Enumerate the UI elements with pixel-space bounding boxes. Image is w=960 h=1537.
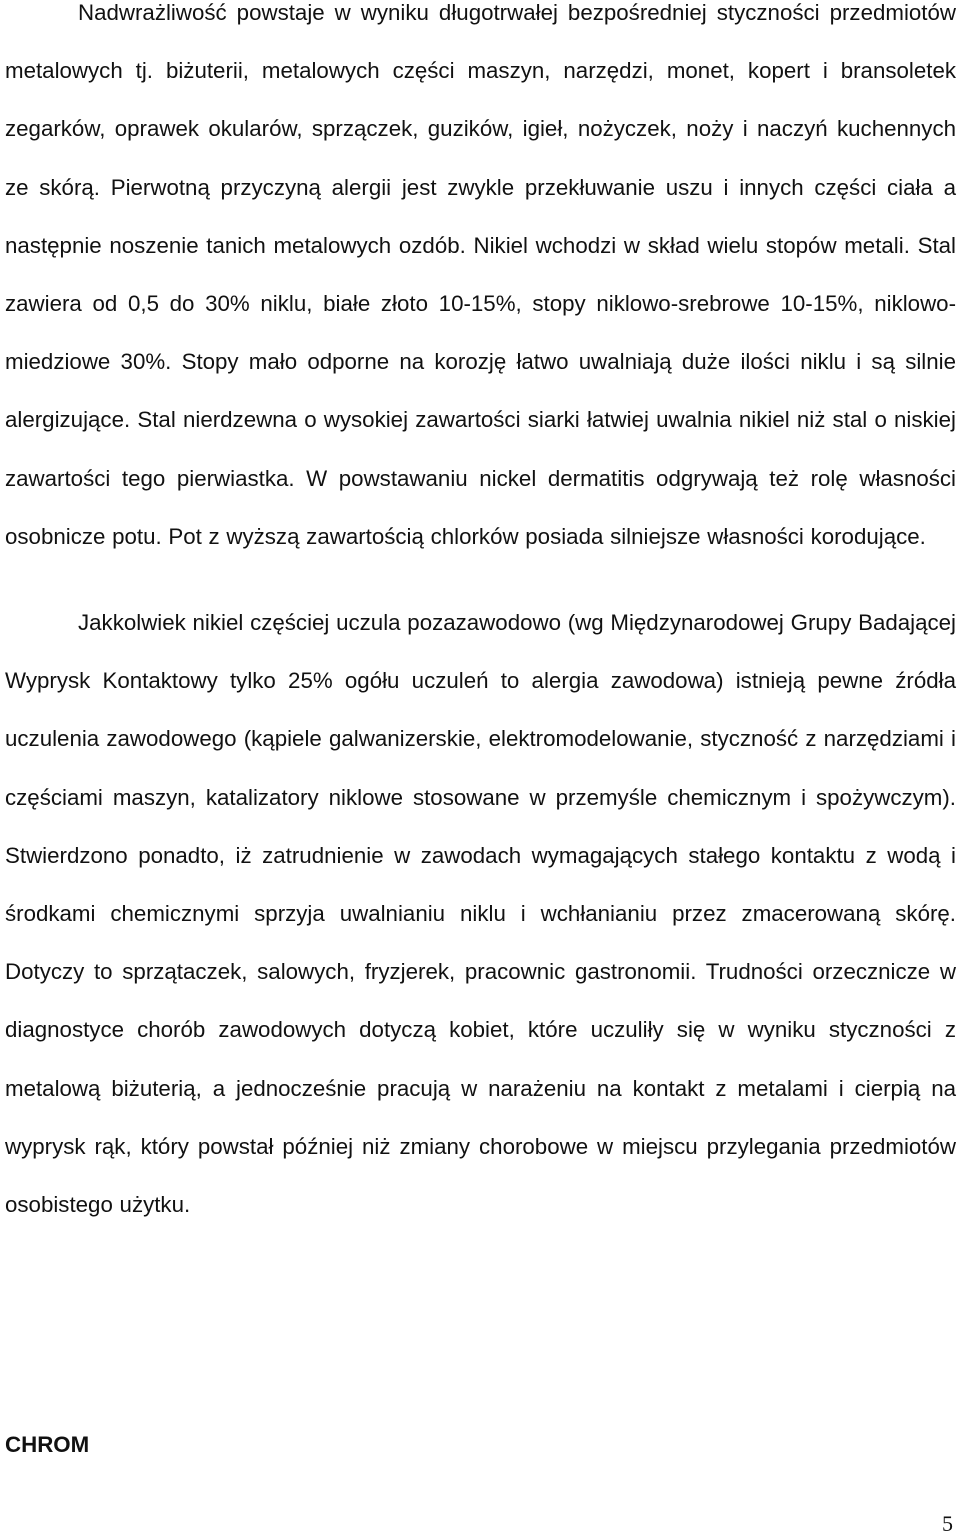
paragraph-occupational-sources: Jakkolwiek nikiel częściej uczula pozazawodowo (wg Międzynarodowej Grupy Badającej Wyprysk Kontaktowy tylko 25% ogółu uczuleń to alergia zawodowa) istnieją pewne źródła uczulenia zawodowego (kąpiele galwanizerskie, elektromodelowanie, styczność z narzędziami i częściami maszyn, katalizatory niklowe stosowane w przemyśle chemicznym i spożywczym). Stwierdzono ponadto, iż zatrudnienie w zawodach wymagających stałego kontaktu z wodą i środkami chemicznymi sprzyja uwalnianiu niklu i wchłanianiu przez zmacerowaną skórę. Dotyczy to sprzątaczek, salowych, fryzjerek, pracownic gastronomii. Trudności orzecznicze w diagnostyce chorób zawodowych dotyczą kobiet, które uczuliły się w wyniku styczności z metalową biżuterią, a jednocześnie pracują w narażeniu na kontakt z metalami i cierpią na wyprysk rąk, który powstał później niż zmiany chorobowe w miejscu przylegania przedmiotów osobistego użytku. (5, 610, 956, 1218)
document-page (5, 0, 956, 1234)
page-number: 5 (942, 1511, 953, 1536)
section-heading: CHROM (5, 1432, 90, 1457)
paragraph-nickel-sensitization: Nadwrażliwość powstaje w wyniku długotrwałej bezpośredniej styczności przedmiotów metalowych tj. biżuterii, metalowych części maszyn, narzędzi, monet, kopert i bransoletek zegarków, oprawek okularów, sprzączek, guzików, igieł, nożyczek, noży i naczyń kuchennych ze skórą. Pierwotną przyczyną alergii jest zwykle przekłuwanie uszu i innych części ciała a następnie noszenie tanich metalowych ozdób. Nikiel wchodzi w skład wielu stopów metali. Stal zawiera od 0,5 do 30% niklu, białe złoto 10-15%, stopy niklowo-srebrowe 10-15%, niklowo-miedziowe 30%. Stopy mało odporne na korozję łatwo uwalniają duże ilości niklu i są silnie alergizujące. Stal nierdzewna o wysokiej zawartości siarki łatwiej uwalnia nikiel niż stal o niskiej zawartości tego pierwiastka. W powstawaniu nickel dermatitis odgrywają też rolę własności osobnicze potu. Pot z wyższą zawartością chlorków posiada silniejsze własności korodujące. (5, 0, 956, 549)
